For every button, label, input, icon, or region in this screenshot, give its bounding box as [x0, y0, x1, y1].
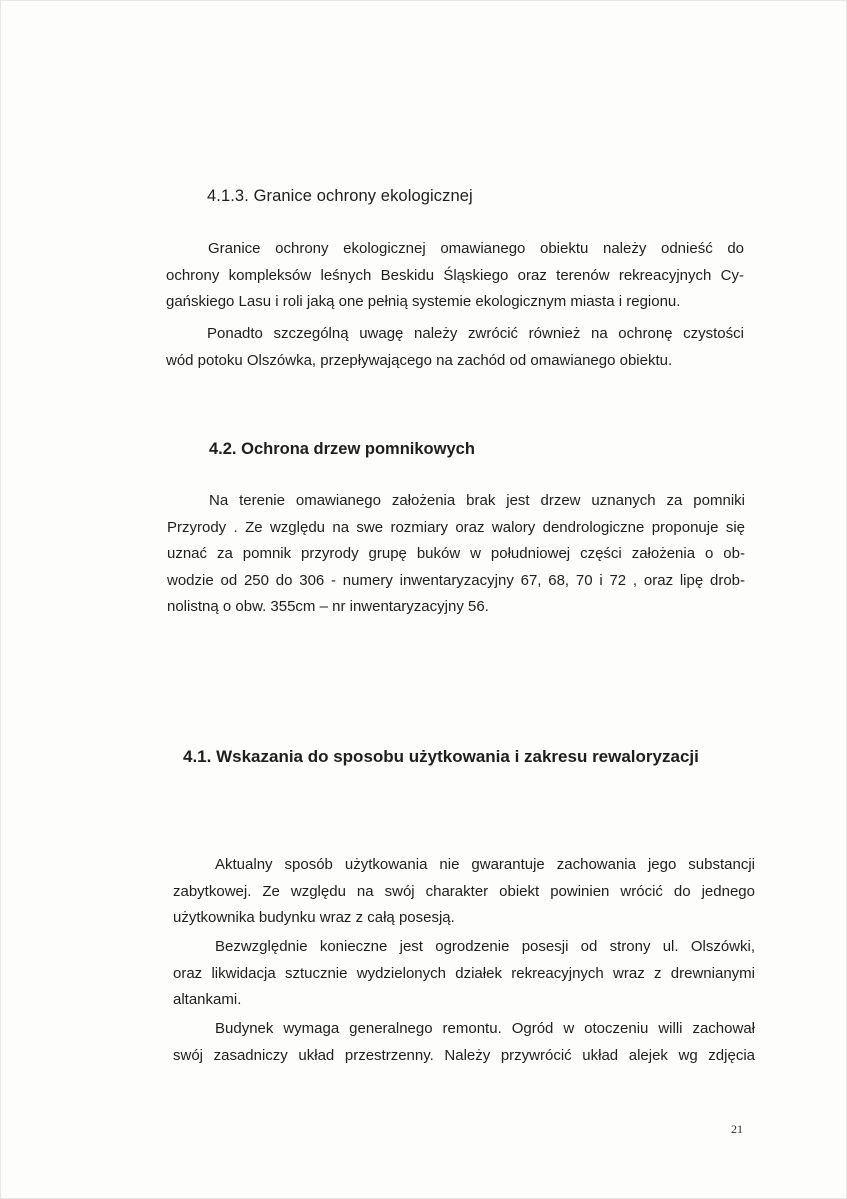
text-line: Granice ochrony ekologicznej omawianego obiektu należy odnieść do: [208, 240, 744, 257]
text-line: swój zasadniczy układ przestrzenny. Należy przywrócić układ alejek wg zdjęcia: [173, 1046, 755, 1064]
paragraph: [173, 1016, 755, 1069]
text-line: nolistną o obw. 355cm – nr inwentaryzacyjny 56.: [167, 598, 489, 616]
text-line: Na terenie omawianego założenia brak jest drzew uznanych za pomniki: [209, 492, 745, 509]
text-line: oraz likwidacja sztucznie wydzielonych działek rekreacyjnych wraz z drewnianymi: [173, 964, 755, 982]
text-line: Bezwzględnie konieczne jest ogrodzenie posesji od strony ul. Olszówki,: [215, 938, 755, 955]
text-line: wód potoku Olszówka, przepływającego na zachód od omawianego obiektu.: [166, 351, 673, 369]
text-line: gańskiego Lasu i roli jaką one pełnią systemie ekologicznym miasta i regionu.: [166, 293, 681, 311]
text-line: uznać za pomnik przyrody grupę buków w południowej części założenia o ob-: [167, 545, 745, 563]
text-line: wodzie od 250 do 306 - numery inwentaryzacyjny 67, 68, 70 i 72 , oraz lipę drob-: [167, 571, 745, 589]
section-heading-4-2: 4.2. Ochrona drzew pomnikowych: [209, 440, 475, 458]
section-heading-4-1: 4.1. Wskazania do sposobu użytkowania i zakresu rewaloryzacji: [183, 747, 699, 766]
text-line: Budynek wymaga generalnego remontu. Ogród w otoczeniu willi zachował: [215, 1020, 755, 1037]
text-line: Aktualny sposób użytkowania nie gwarantuje zachowania jego substancji: [215, 856, 755, 873]
paragraph: [173, 852, 755, 932]
section-heading-4-1-3: 4.1.3. Granice ochrony ekologicznej: [207, 187, 473, 205]
text-line: altankami.: [173, 991, 242, 1009]
paragraph: [173, 934, 755, 1014]
paragraph: [166, 321, 744, 374]
text-line: zabytkowej. Ze względu na swój charakter obiekt powinien wrócić do jednego: [173, 882, 755, 900]
text-line: użytkownika budynku wraz z całą posesją.: [173, 909, 455, 927]
page-number: 21: [731, 1122, 743, 1136]
text-line: Ponadto szczególną uwagę należy zwrócić również na ochronę czystości: [207, 325, 744, 342]
text-line: ochrony kompleksów leśnych Beskidu Śląskiego oraz terenów rekreacyjnych Cy-: [166, 266, 744, 284]
text-line: Przyrody . Ze względu na swe rozmiary oraz walory dendrologiczne proponuje się: [167, 518, 745, 536]
paragraph: [167, 488, 745, 621]
paragraph: [166, 236, 744, 316]
